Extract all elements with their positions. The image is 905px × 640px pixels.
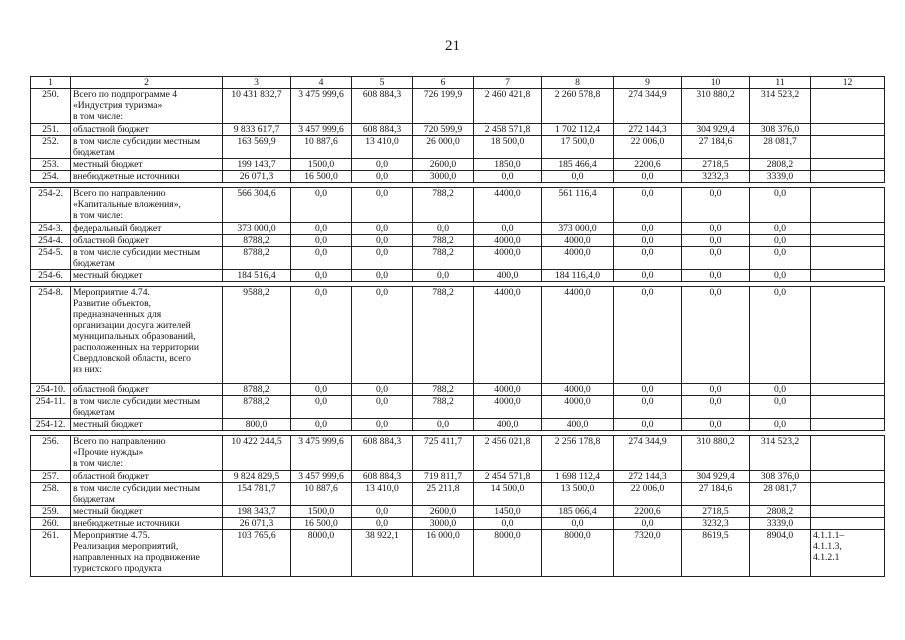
value-cell: 274 344,9 <box>614 436 682 471</box>
row-label-cell: местный бюджет <box>71 270 223 282</box>
table-row <box>31 235 885 247</box>
value-cell: 25 211,8 <box>413 483 474 506</box>
value-cell: 38 922,1 <box>352 530 413 577</box>
value-cell: 2 458 571,8 <box>474 124 542 136</box>
value-cell <box>811 171 885 183</box>
value-cell: 304 929,4 <box>682 124 750 136</box>
table-row <box>31 89 885 124</box>
value-cell: 0,0 <box>614 171 682 183</box>
value-cell: 184 516,4 <box>223 270 291 282</box>
value-cell <box>811 506 885 518</box>
table-row <box>31 483 885 506</box>
row-number-cell: 260. <box>31 518 71 530</box>
value-cell: 199 143,7 <box>223 159 291 171</box>
row-label-cell: Мероприятие 4.74. Развитие объектов, предназначенных для организации досуга жителей муниципальных образований, расположенных на территории Свердловской области, всего из них: <box>71 287 223 384</box>
value-cell: 0,0 <box>750 270 811 282</box>
value-cell: 0,0 <box>614 247 682 270</box>
value-cell: 0,0 <box>682 223 750 235</box>
value-cell: 26 071,3 <box>223 171 291 183</box>
value-cell: 9588,2 <box>223 287 291 384</box>
row-number-cell: 254-8. <box>31 287 71 384</box>
table-row <box>31 471 885 483</box>
header-cell: 7 <box>474 77 542 89</box>
row-number-cell: 253. <box>31 159 71 171</box>
value-cell: 725 411,7 <box>413 436 474 471</box>
value-cell: 0,0 <box>352 287 413 384</box>
row-label-cell: местный бюджет <box>71 159 223 171</box>
value-cell: 608 884,3 <box>352 124 413 136</box>
value-cell: 14 500,0 <box>474 483 542 506</box>
value-cell: 3 475 999,6 <box>291 436 352 471</box>
value-cell: 608 884,3 <box>352 471 413 483</box>
row-number-cell: 256. <box>31 436 71 471</box>
value-cell: 373 000,0 <box>223 223 291 235</box>
value-cell: 0,0 <box>352 235 413 247</box>
value-cell: 0,0 <box>291 223 352 235</box>
value-cell: 608 884,3 <box>352 89 413 124</box>
value-cell: 10 887,6 <box>291 136 352 159</box>
value-cell: 373 000,0 <box>542 223 614 235</box>
value-cell: 0,0 <box>682 270 750 282</box>
value-cell: 8000,0 <box>474 530 542 577</box>
value-cell <box>811 124 885 136</box>
header-row <box>31 77 885 89</box>
value-cell: 185 066,4 <box>542 506 614 518</box>
value-cell: 310 880,2 <box>682 436 750 471</box>
table-row <box>31 124 885 136</box>
value-cell: 0,0 <box>413 223 474 235</box>
value-cell: 28 081,7 <box>750 136 811 159</box>
value-cell: 0,0 <box>291 419 352 431</box>
value-cell: 4400,0 <box>542 287 614 384</box>
value-cell: 3 457 999,6 <box>291 471 352 483</box>
value-cell: 10 422 244,5 <box>223 436 291 471</box>
value-cell: 22 006,0 <box>614 136 682 159</box>
row-label-cell: в том числе субсидии местным бюджетам <box>71 136 223 159</box>
value-cell: 2 256 178,8 <box>542 436 614 471</box>
row-number-cell: 254-5. <box>31 247 71 270</box>
table-row <box>31 287 885 384</box>
value-cell <box>811 136 885 159</box>
row-label-cell: местный бюджет <box>71 506 223 518</box>
row-label-cell: внебюджетные источники <box>71 518 223 530</box>
row-number-cell: 254-6. <box>31 270 71 282</box>
value-cell: 8000,0 <box>542 530 614 577</box>
value-cell: 0,0 <box>750 396 811 419</box>
value-cell: 1500,0 <box>291 506 352 518</box>
row-number-cell: 251. <box>31 124 71 136</box>
value-cell: 272 144,3 <box>614 471 682 483</box>
value-cell: 16 000,0 <box>413 530 474 577</box>
value-cell: 4400,0 <box>474 287 542 384</box>
value-cell: 0,0 <box>750 188 811 223</box>
row-number-cell: 254-11. <box>31 396 71 419</box>
row-label-cell: федеральный бюджет <box>71 223 223 235</box>
header-cell: 12 <box>811 77 885 89</box>
value-cell: 0,0 <box>614 396 682 419</box>
header-cell: 11 <box>750 77 811 89</box>
value-cell: 400,0 <box>542 419 614 431</box>
header-cell: 2 <box>71 77 223 89</box>
value-cell <box>811 89 885 124</box>
value-cell: 0,0 <box>474 518 542 530</box>
value-cell: 400,0 <box>474 419 542 431</box>
value-cell: 272 144,3 <box>614 124 682 136</box>
value-cell: 0,0 <box>614 419 682 431</box>
value-cell: 0,0 <box>352 223 413 235</box>
value-cell: 4000,0 <box>474 396 542 419</box>
value-cell: 1 702 112,4 <box>542 124 614 136</box>
row-number-cell: 258. <box>31 483 71 506</box>
value-cell: 0,0 <box>750 235 811 247</box>
value-cell <box>811 247 885 270</box>
value-cell: 0,0 <box>352 396 413 419</box>
value-cell <box>811 396 885 419</box>
value-cell <box>811 159 885 171</box>
row-number-cell: 254-12. <box>31 419 71 431</box>
value-cell: 726 199,9 <box>413 89 474 124</box>
value-cell: 2 460 421,8 <box>474 89 542 124</box>
value-cell: 4.1.1.1– 4.1.1.3, 4.1.2.1 <box>811 530 885 577</box>
value-cell: 2718,5 <box>682 159 750 171</box>
value-cell: 4000,0 <box>542 396 614 419</box>
value-cell: 0,0 <box>682 247 750 270</box>
value-cell <box>811 188 885 223</box>
row-number-cell: 257. <box>31 471 71 483</box>
value-cell: 2600,0 <box>413 159 474 171</box>
value-cell: 0,0 <box>614 223 682 235</box>
value-cell: 4000,0 <box>542 235 614 247</box>
row-label-cell: в том числе субсидии местным бюджетам <box>71 483 223 506</box>
table-row <box>31 384 885 396</box>
row-label-cell: Всего по подпрограмме 4 «Индустрия туризма» в том числе: <box>71 89 223 124</box>
value-cell: 608 884,3 <box>352 436 413 471</box>
value-cell: 310 880,2 <box>682 89 750 124</box>
value-cell: 22 006,0 <box>614 483 682 506</box>
row-number-cell: 254-3. <box>31 223 71 235</box>
value-cell: 0,0 <box>413 270 474 282</box>
table-row <box>31 136 885 159</box>
value-cell: 0,0 <box>682 419 750 431</box>
value-cell: 0,0 <box>614 235 682 247</box>
value-cell: 0,0 <box>291 188 352 223</box>
value-cell: 788,2 <box>413 188 474 223</box>
value-cell: 788,2 <box>413 384 474 396</box>
value-cell: 198 343,7 <box>223 506 291 518</box>
value-cell: 28 081,7 <box>750 483 811 506</box>
value-cell: 2 456 021,8 <box>474 436 542 471</box>
header-cell: 4 <box>291 77 352 89</box>
value-cell: 0,0 <box>352 188 413 223</box>
value-cell <box>811 235 885 247</box>
value-cell: 0,0 <box>750 287 811 384</box>
value-cell: 400,0 <box>474 270 542 282</box>
row-label-cell: Всего по направлению «Прочие нужды» в том числе: <box>71 436 223 471</box>
value-cell: 274 344,9 <box>614 89 682 124</box>
row-label-cell: Всего по направлению «Капитальные вложения», в том числе: <box>71 188 223 223</box>
value-cell: 0,0 <box>352 518 413 530</box>
value-cell: 8619,5 <box>682 530 750 577</box>
value-cell: 26 000,0 <box>413 136 474 159</box>
value-cell: 184 116,4,0 <box>542 270 614 282</box>
value-cell: 0,0 <box>682 396 750 419</box>
value-cell: 16 500,0 <box>291 171 352 183</box>
table-row <box>31 396 885 419</box>
value-cell: 561 116,4 <box>542 188 614 223</box>
value-cell: 0,0 <box>291 247 352 270</box>
value-cell: 0,0 <box>352 159 413 171</box>
value-cell: 8000,0 <box>291 530 352 577</box>
value-cell: 2 454 571,8 <box>474 471 542 483</box>
value-cell: 2808,2 <box>750 506 811 518</box>
row-number-cell: 254. <box>31 171 71 183</box>
table-row <box>31 530 885 577</box>
value-cell: 0,0 <box>542 518 614 530</box>
value-cell: 0,0 <box>614 518 682 530</box>
value-cell: 10 887,6 <box>291 483 352 506</box>
value-cell: 3000,0 <box>413 518 474 530</box>
header-cell: 9 <box>614 77 682 89</box>
value-cell: 8788,2 <box>223 396 291 419</box>
value-cell: 0,0 <box>614 188 682 223</box>
value-cell: 3 457 999,6 <box>291 124 352 136</box>
value-cell: 7320,0 <box>614 530 682 577</box>
value-cell: 8788,2 <box>223 247 291 270</box>
table-row <box>31 159 885 171</box>
row-label-cell: областной бюджет <box>71 124 223 136</box>
value-cell: 17 500,0 <box>542 136 614 159</box>
value-cell: 103 765,6 <box>223 530 291 577</box>
value-cell: 788,2 <box>413 287 474 384</box>
value-cell: 185 466,4 <box>542 159 614 171</box>
value-cell <box>811 270 885 282</box>
header-cell: 3 <box>223 77 291 89</box>
value-cell: 0,0 <box>352 419 413 431</box>
value-cell: 1 698 112,4 <box>542 471 614 483</box>
value-cell: 9 833 617,7 <box>223 124 291 136</box>
value-cell: 0,0 <box>291 270 352 282</box>
value-cell: 0,0 <box>352 247 413 270</box>
value-cell: 0,0 <box>291 396 352 419</box>
table-row <box>31 518 885 530</box>
value-cell: 0,0 <box>352 506 413 518</box>
row-label-cell: местный бюджет <box>71 419 223 431</box>
value-cell <box>811 223 885 235</box>
value-cell: 719 811,7 <box>413 471 474 483</box>
value-cell: 26 071,3 <box>223 518 291 530</box>
value-cell: 800,0 <box>223 419 291 431</box>
value-cell: 0,0 <box>682 287 750 384</box>
row-number-cell: 261. <box>31 530 71 577</box>
budget-table <box>30 76 885 577</box>
table-row <box>31 171 885 183</box>
value-cell <box>811 518 885 530</box>
value-cell: 16 500,0 <box>291 518 352 530</box>
value-cell: 788,2 <box>413 396 474 419</box>
value-cell: 154 781,7 <box>223 483 291 506</box>
row-number-cell: 254-4. <box>31 235 71 247</box>
row-label-cell: областной бюджет <box>71 235 223 247</box>
header-cell: 10 <box>682 77 750 89</box>
value-cell: 0,0 <box>614 287 682 384</box>
table-row <box>31 436 885 471</box>
value-cell: 4000,0 <box>474 384 542 396</box>
row-number-cell: 259. <box>31 506 71 518</box>
row-number-cell: 254-2. <box>31 188 71 223</box>
row-number-cell: 250. <box>31 89 71 124</box>
value-cell: 3339,0 <box>750 171 811 183</box>
value-cell: 0,0 <box>291 384 352 396</box>
table-row <box>31 188 885 223</box>
value-cell: 13 500,0 <box>542 483 614 506</box>
value-cell: 566 304,6 <box>223 188 291 223</box>
row-label-cell: внебюджетные источники <box>71 171 223 183</box>
value-cell: 0,0 <box>413 419 474 431</box>
value-cell <box>811 287 885 384</box>
value-cell: 1850,0 <box>474 159 542 171</box>
value-cell <box>811 436 885 471</box>
value-cell: 0,0 <box>352 171 413 183</box>
value-cell: 0,0 <box>542 171 614 183</box>
value-cell <box>811 419 885 431</box>
header-cell: 1 <box>31 77 71 89</box>
value-cell: 27 184,6 <box>682 483 750 506</box>
table-row <box>31 223 885 235</box>
value-cell: 304 929,4 <box>682 471 750 483</box>
value-cell: 27 184,6 <box>682 136 750 159</box>
value-cell: 4000,0 <box>542 384 614 396</box>
row-label-cell: Мероприятие 4.75. Реализация мероприятий, направленных на продвижение туристского продукта <box>71 530 223 577</box>
value-cell: 0,0 <box>682 235 750 247</box>
value-cell: 4000,0 <box>474 235 542 247</box>
value-cell: 2718,5 <box>682 506 750 518</box>
value-cell: 308 376,0 <box>750 124 811 136</box>
table-row <box>31 247 885 270</box>
value-cell: 0,0 <box>352 384 413 396</box>
value-cell: 9 824 829,5 <box>223 471 291 483</box>
row-label-cell: областной бюджет <box>71 384 223 396</box>
table-row <box>31 506 885 518</box>
value-cell: 0,0 <box>682 188 750 223</box>
table-row <box>31 419 885 431</box>
value-cell: 314 523,2 <box>750 436 811 471</box>
row-label-cell: в том числе субсидии местным бюджетам <box>71 247 223 270</box>
value-cell: 314 523,2 <box>750 89 811 124</box>
value-cell: 3232,3 <box>682 171 750 183</box>
value-cell: 4000,0 <box>542 247 614 270</box>
value-cell: 0,0 <box>474 171 542 183</box>
value-cell: 0,0 <box>474 223 542 235</box>
value-cell: 13 410,0 <box>352 483 413 506</box>
value-cell: 4000,0 <box>474 247 542 270</box>
row-number-cell: 252. <box>31 136 71 159</box>
value-cell: 1500,0 <box>291 159 352 171</box>
row-label-cell: областной бюджет <box>71 471 223 483</box>
value-cell: 3232,3 <box>682 518 750 530</box>
value-cell: 13 410,0 <box>352 136 413 159</box>
value-cell: 788,2 <box>413 235 474 247</box>
table-row <box>31 270 885 282</box>
value-cell: 3000,0 <box>413 171 474 183</box>
value-cell <box>811 471 885 483</box>
value-cell: 8788,2 <box>223 235 291 247</box>
header-cell: 5 <box>352 77 413 89</box>
value-cell: 788,2 <box>413 247 474 270</box>
row-number-cell: 254-10. <box>31 384 71 396</box>
value-cell: 2200,6 <box>614 506 682 518</box>
value-cell: 18 500,0 <box>474 136 542 159</box>
value-cell: 720 599,9 <box>413 124 474 136</box>
header-cell: 8 <box>542 77 614 89</box>
value-cell: 10 431 832,7 <box>223 89 291 124</box>
value-cell: 0,0 <box>750 223 811 235</box>
page-number: 21 <box>445 38 460 54</box>
value-cell: 0,0 <box>750 247 811 270</box>
value-cell: 0,0 <box>750 419 811 431</box>
value-cell: 0,0 <box>682 384 750 396</box>
value-cell: 2808,2 <box>750 159 811 171</box>
value-cell: 0,0 <box>750 384 811 396</box>
value-cell: 3 475 999,6 <box>291 89 352 124</box>
value-cell: 0,0 <box>291 235 352 247</box>
value-cell: 0,0 <box>352 270 413 282</box>
value-cell: 1450,0 <box>474 506 542 518</box>
header-cell: 6 <box>413 77 474 89</box>
value-cell: 0,0 <box>614 384 682 396</box>
value-cell: 2600,0 <box>413 506 474 518</box>
value-cell: 3339,0 <box>750 518 811 530</box>
value-cell: 4400,0 <box>474 188 542 223</box>
value-cell <box>811 384 885 396</box>
row-label-cell: в том числе субсидии местным бюджетам <box>71 396 223 419</box>
value-cell: 308 376,0 <box>750 471 811 483</box>
value-cell: 0,0 <box>614 270 682 282</box>
value-cell: 2 260 578,8 <box>542 89 614 124</box>
value-cell: 163 569,9 <box>223 136 291 159</box>
value-cell: 2200,6 <box>614 159 682 171</box>
value-cell: 8788,2 <box>223 384 291 396</box>
value-cell: 0,0 <box>291 287 352 384</box>
value-cell <box>811 483 885 506</box>
value-cell: 8904,0 <box>750 530 811 577</box>
